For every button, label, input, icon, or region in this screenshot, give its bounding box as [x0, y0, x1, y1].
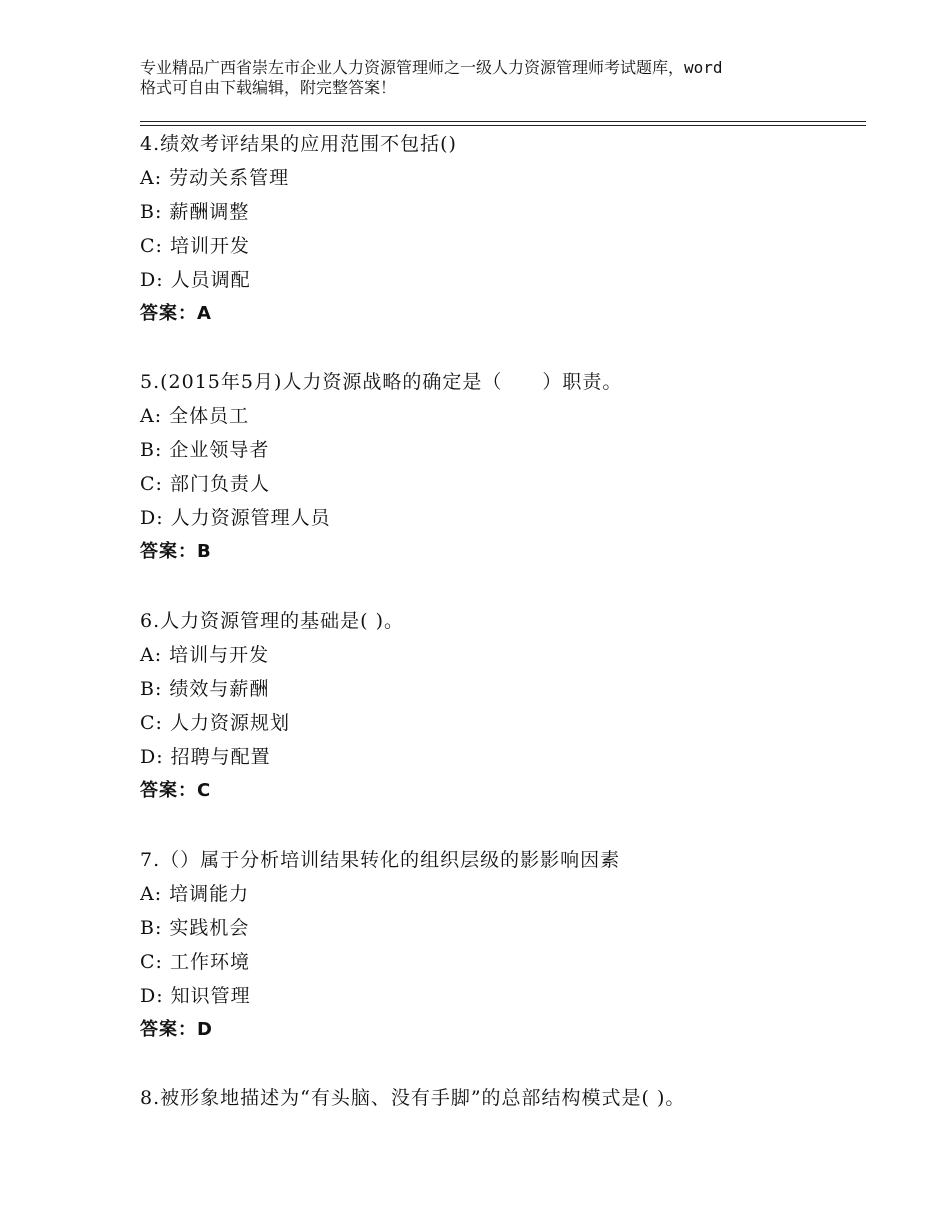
question-stem: 4.绩效考评结果的应用范围不包括() — [140, 133, 457, 155]
question-stem: 6.人力资源管理的基础是( )。 — [140, 610, 404, 632]
question-6 — [140, 604, 404, 808]
answer-line — [140, 535, 622, 569]
header-rule-bottom — [140, 125, 866, 126]
option-a: A: 培训与开发 — [140, 644, 270, 666]
answer-line — [140, 1013, 620, 1047]
document-header — [140, 58, 840, 98]
answer-line — [140, 297, 457, 331]
answer-value: B — [197, 541, 212, 562]
option-c: C: 部门负责人 — [140, 473, 270, 495]
header-line-1: 专业精品广西省崇左市企业人力资源管理师之一级人力资源管理师考试题库，word — [140, 58, 723, 77]
option-a: A: 劳动关系管理 — [140, 167, 290, 189]
question-4 — [140, 127, 457, 331]
question-5 — [140, 365, 622, 569]
answer-label: 答案： — [140, 303, 197, 324]
option-b: B: 实践机会 — [140, 917, 250, 939]
question-stem: 8.被形象地描述为“有头脑、没有手脚”的总部结构模式是( )。 — [140, 1087, 686, 1109]
option-c: C: 培训开发 — [140, 235, 250, 257]
answer-label: 答案： — [140, 541, 197, 562]
answer-value: D — [197, 1019, 213, 1040]
option-a: A: 全体员工 — [140, 405, 250, 427]
option-b: B: 企业领导者 — [140, 439, 270, 461]
option-c: C: 人力资源规划 — [140, 712, 290, 734]
question-stem: 7.（）属于分析培训结果转化的组织层级的影影响因素 — [140, 849, 621, 871]
answer-label: 答案： — [140, 780, 197, 801]
option-d: D: 人力资源管理人员 — [140, 507, 331, 529]
option-d: D: 人员调配 — [140, 269, 251, 291]
answer-value: A — [197, 303, 212, 324]
option-b: B: 薪酬调整 — [140, 201, 250, 223]
option-a: A: 培调能力 — [140, 883, 250, 905]
option-d: D: 知识管理 — [140, 985, 251, 1007]
option-c: C: 工作环境 — [140, 951, 250, 973]
question-stem: 5.(2015年5月)人力资源战略的确定是（ ）职责。 — [140, 371, 623, 393]
question-7 — [140, 843, 620, 1047]
answer-label: 答案： — [140, 1019, 197, 1040]
header-rule-top — [140, 121, 866, 122]
answer-line — [140, 774, 404, 808]
option-d: D: 招聘与配置 — [140, 746, 271, 768]
option-b: B: 绩效与薪酬 — [140, 678, 270, 700]
question-8 — [140, 1081, 685, 1115]
header-line-2: 格式可自由下载编辑，附完整答案！ — [140, 78, 397, 97]
answer-value: C — [197, 780, 212, 801]
